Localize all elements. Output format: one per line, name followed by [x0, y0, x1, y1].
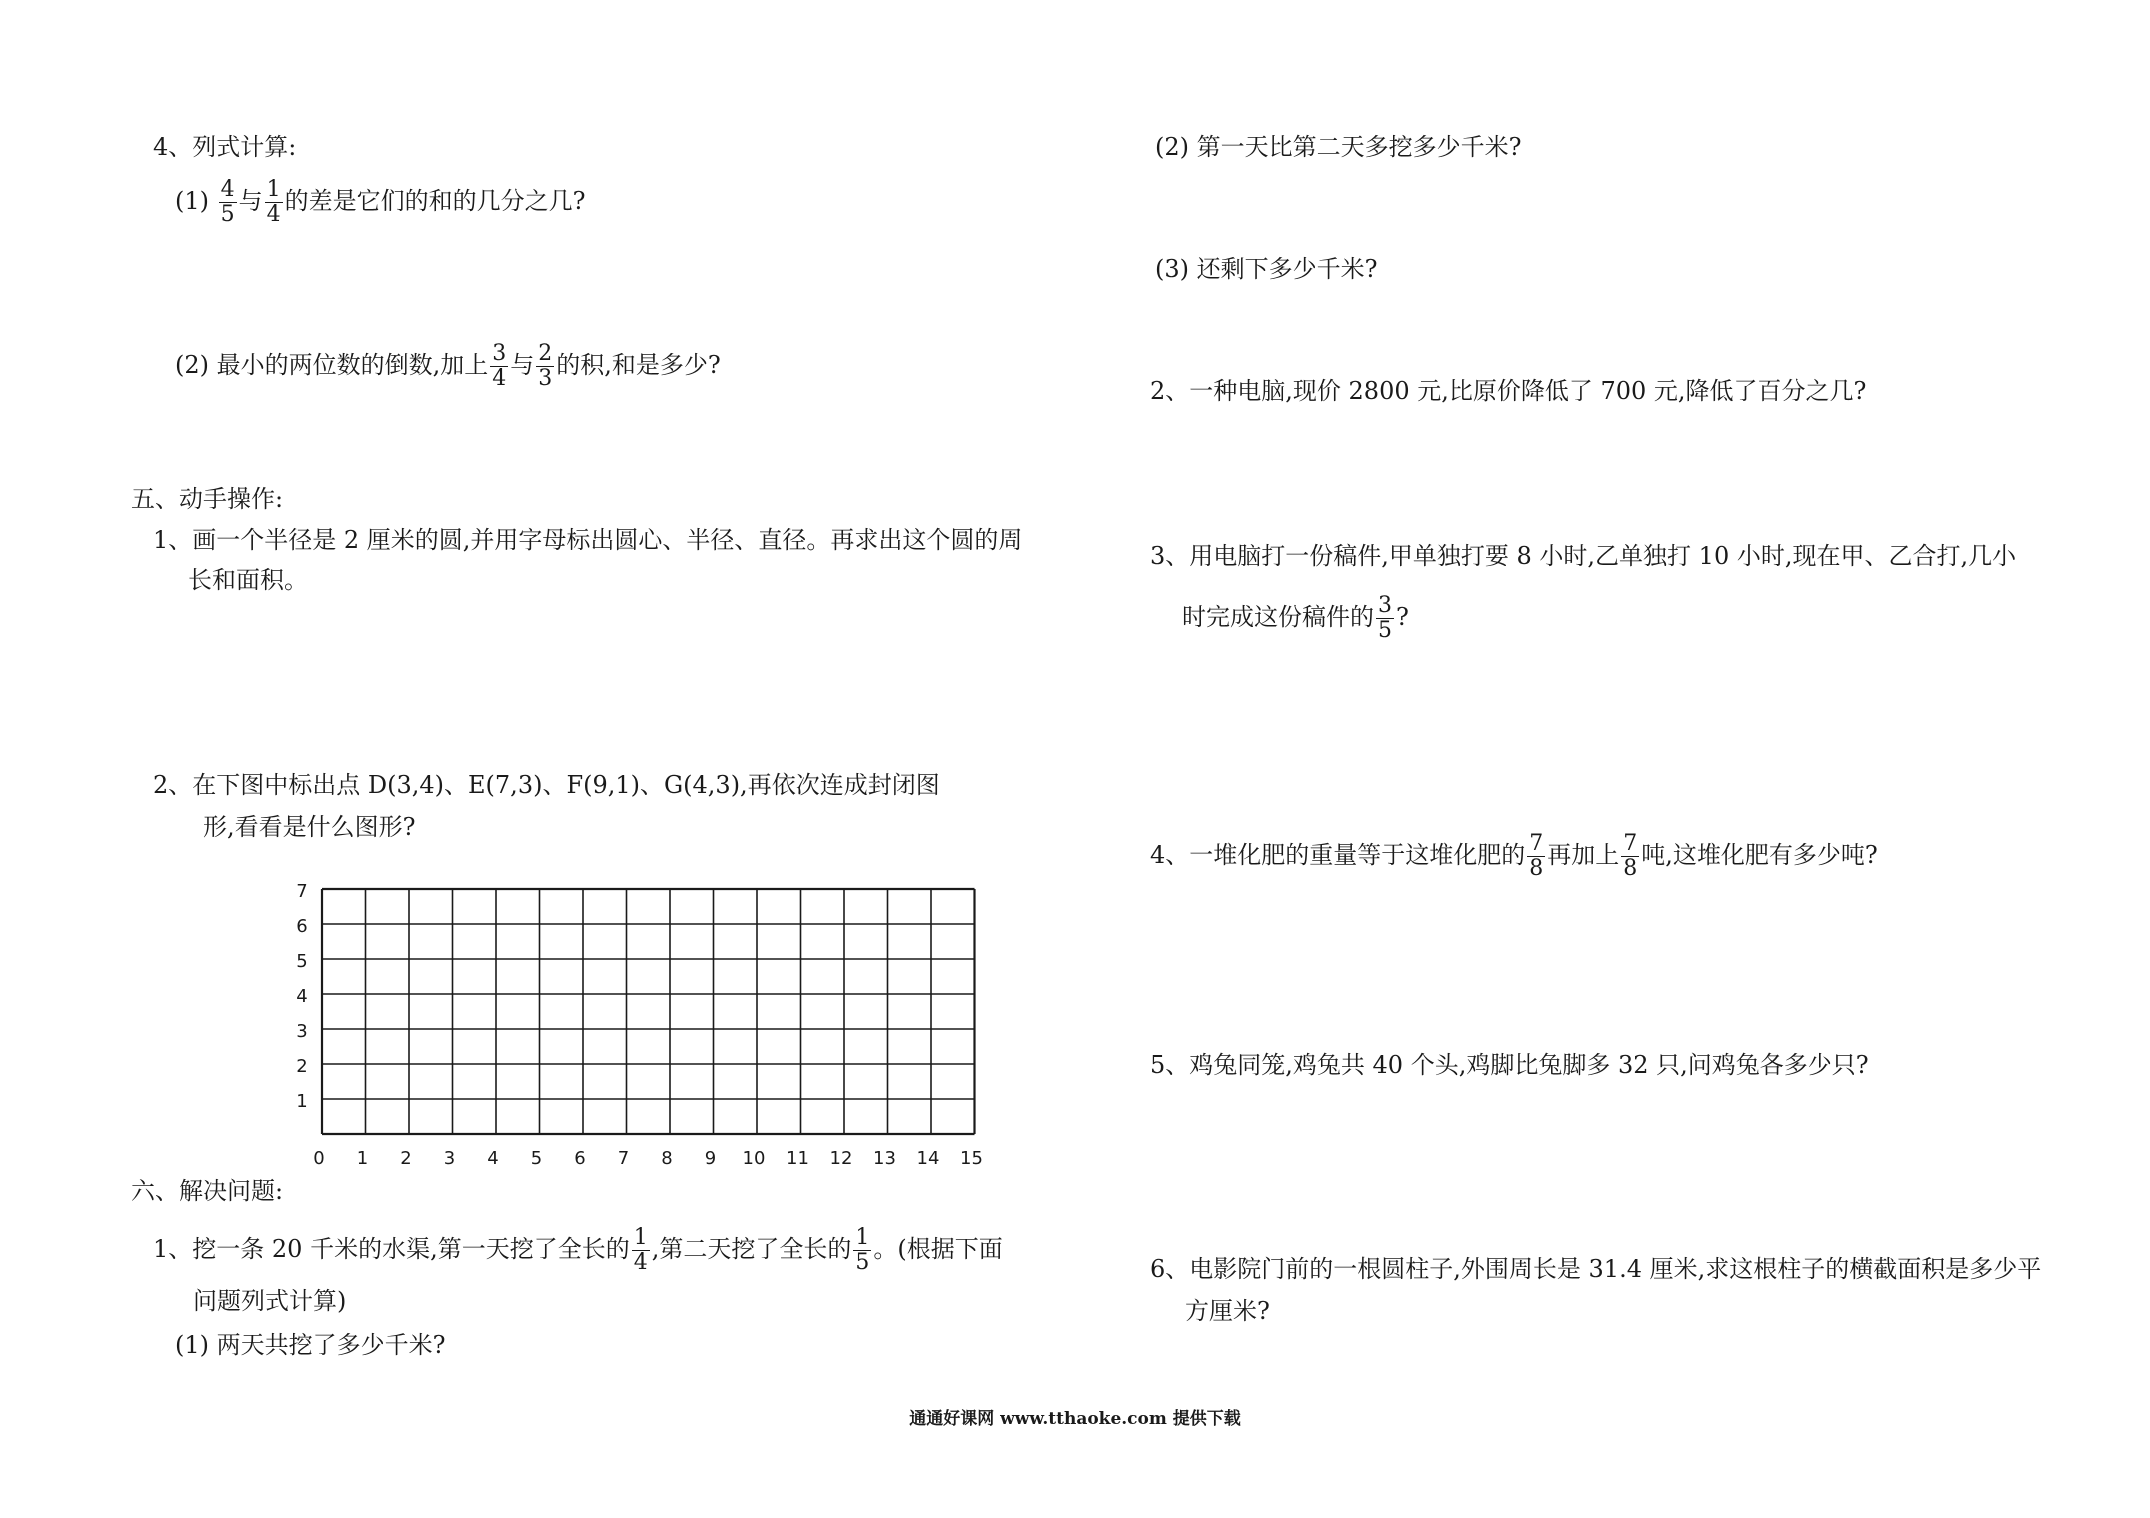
x-tick-label: 12	[829, 1148, 853, 1169]
fraction	[536, 342, 554, 391]
x-tick-label: 0	[313, 1148, 325, 1169]
numerator: 1	[855, 1225, 870, 1250]
numerator: 1	[266, 177, 281, 202]
fraction	[265, 178, 283, 227]
r-q4	[1150, 832, 1878, 881]
fraction	[490, 342, 508, 391]
q4-2-post: 的积,和是多少?	[556, 351, 721, 379]
footer-text: 通通好课网 www.tthaoke.com 提供下载	[909, 1409, 1241, 1429]
denominator: 4	[266, 202, 281, 227]
q4-2-pre: (2) 最小的两位数的倒数,加上	[175, 351, 489, 379]
r-q3-line1: 3、用电脑打一份稿件,甲单独打要 8 小时,乙单独打 10 小时,现在甲、乙合打,几小	[1150, 542, 2017, 570]
s5-q1-line1: 1、画一个半径是 2 厘米的圆,并用字母标出圆心、半径、直径。再求出这个圆的周	[153, 526, 1023, 554]
r-q4-mid: 再加上	[1547, 841, 1620, 869]
x-tick-label: 3	[443, 1148, 456, 1169]
numerator: 7	[1529, 831, 1544, 856]
x-tick-label: 9	[704, 1148, 717, 1169]
y-tick-label: 7	[296, 881, 308, 902]
x-tick-label: 15	[960, 1148, 983, 1169]
numerator: 4	[220, 177, 235, 202]
r-q3-pre: 时完成这份稿件的	[1182, 603, 1374, 631]
q4-1-pre: (1)	[175, 187, 209, 215]
coordinate-grid	[270, 870, 990, 1170]
s5-q2-line2: 形,看看是什么图形?	[203, 813, 416, 841]
s6-q1	[153, 1226, 1003, 1275]
r-q3-line2	[1182, 594, 1409, 643]
y-tick-label: 6	[296, 916, 308, 937]
fraction	[632, 1226, 650, 1275]
fraction	[853, 1226, 871, 1275]
numerator: 3	[1378, 593, 1392, 618]
section-6-title: 六、解决问题:	[131, 1177, 284, 1205]
q4-2	[175, 342, 721, 391]
x-tick-label: 10	[742, 1148, 766, 1169]
r-q6-line2: 方厘米?	[1185, 1297, 1270, 1325]
fraction	[1621, 832, 1639, 881]
r-q6-line1: 6、电影院门前的一根圆柱子,外围周长是 31.4 厘米,求这根柱子的横截面积是多少平	[1150, 1255, 2042, 1283]
s6-q1-sub1: (1) 两天共挖了多少千米?	[175, 1331, 446, 1359]
denominator: 8	[1529, 856, 1544, 881]
q4-1	[175, 178, 586, 227]
r-q2: 2、一种电脑,现价 2800 元,比原价降低了 700 元,降低了百分之几?	[1150, 377, 1867, 405]
x-tick-label: 11	[786, 1148, 809, 1169]
r-q4-pre: 4、一堆化肥的重量等于这堆化肥的	[1150, 841, 1526, 869]
denominator: 5	[220, 202, 235, 227]
denominator: 3	[538, 366, 553, 391]
fraction	[1376, 594, 1394, 643]
fraction	[219, 178, 237, 227]
s6-q1-line2: 问题列式计算)	[193, 1287, 347, 1315]
numerator: 3	[492, 341, 507, 366]
y-tick-label: 4	[296, 986, 308, 1007]
numerator: 7	[1623, 831, 1638, 856]
q4-1-post: 的差是它们的和的几分之几?	[284, 187, 586, 215]
x-tick-label: 1	[356, 1148, 369, 1169]
section-5-title: 五、动手操作:	[131, 485, 284, 513]
y-tick-label: 5	[296, 951, 308, 972]
r-q5: 5、鸡兔同笼,鸡兔共 40 个头,鸡脚比兔脚多 32 只,问鸡兔各多少只?	[1150, 1051, 1869, 1079]
s5-q2-line1: 2、在下图中标出点 D(3,4)、E(7,3)、F(9,1)、G(4,3),再依次连成封闭图	[153, 771, 940, 799]
r-sub3: (3) 还剩下多少千米?	[1155, 255, 1378, 283]
y-tick-label: 1	[296, 1091, 308, 1112]
x-tick-label: 6	[574, 1148, 586, 1169]
s6-q1-mid: ,第二天挖了全长的	[651, 1235, 852, 1263]
numerator: 1	[633, 1225, 648, 1250]
denominator: 4	[492, 366, 507, 391]
denominator: 4	[633, 1250, 648, 1275]
numerator: 2	[538, 341, 553, 366]
s6-q1-post: 。(根据下面	[873, 1235, 1003, 1263]
q4-1-mid: 与	[238, 187, 263, 215]
r-q4-post: 吨,这堆化肥有多少吨?	[1641, 841, 1878, 869]
x-tick-label: 7	[617, 1148, 630, 1169]
denominator: 8	[1623, 856, 1638, 881]
x-tick-label: 5	[530, 1148, 543, 1169]
q4-2-mid: 与	[510, 351, 535, 379]
y-tick-label: 3	[296, 1021, 308, 1042]
r-q3-post: ?	[1396, 603, 1409, 631]
x-tick-label: 8	[661, 1148, 673, 1169]
r-sub2: (2) 第一天比第二天多挖多少千米?	[1155, 133, 1522, 161]
q4-title: 4、列式计算:	[153, 133, 297, 161]
fraction	[1527, 832, 1545, 881]
s5-q1-line2: 长和面积。	[188, 566, 308, 594]
x-tick-label: 2	[400, 1148, 412, 1169]
denominator: 5	[855, 1250, 870, 1275]
s6-q1-pre: 1、挖一条 20 千米的水渠,第一天挖了全长的	[153, 1235, 630, 1263]
x-tick-label: 14	[916, 1148, 940, 1169]
x-tick-label: 4	[487, 1148, 499, 1169]
y-tick-label: 2	[296, 1056, 308, 1077]
x-tick-label: 13	[873, 1148, 896, 1169]
denominator: 5	[1378, 618, 1392, 643]
